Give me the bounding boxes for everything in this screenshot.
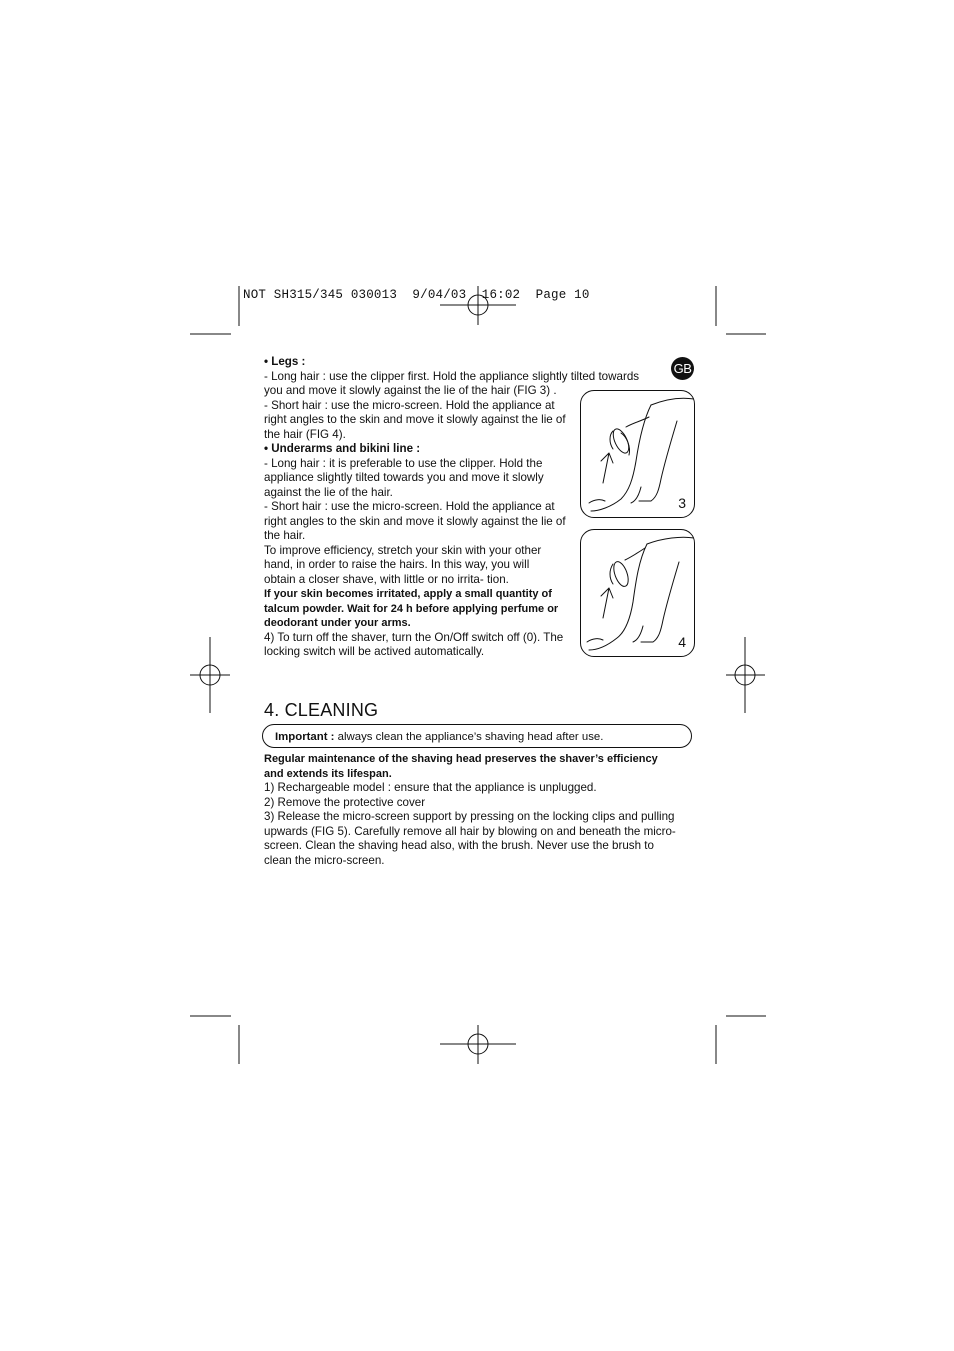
registration-left-icon (190, 637, 230, 713)
cleaning-instructions (264, 752, 684, 868)
leg-shaving-illustration (581, 391, 694, 517)
cleaning-step-3: 3) Release the micro-screen support by pressing on the locking clips and pulling upwards (FIG 5). Carefully remove all hair by blowing on and beneath the micro-screen. Clean the shaving head also, with the brush. Never use the brush to clean the micro-screen. (264, 810, 676, 867)
shaving-instructions (264, 355, 640, 660)
figure-3 (580, 390, 695, 518)
underarms-heading: • Underarms and bikini line : (264, 442, 421, 455)
important-text: always clean the appliance’s shaving head after use. (334, 731, 604, 743)
section-title-cleaning: 4. CLEANING (264, 700, 379, 720)
cleaning-step-1: 1) Rechargeable model : ensure that the appliance is unplugged. (264, 781, 597, 794)
legs-heading: • Legs : (264, 355, 306, 368)
legs-long-hair: - Long hair : use the clipper first. Hold the appliance slightly tilted towards you and move it slowly against the lie of the hair (FIG 3) . (264, 369, 640, 397)
figure-3-number: 3 (678, 495, 686, 511)
registration-right-icon (726, 637, 765, 713)
leg-shaving-illustration (581, 530, 694, 656)
language-badge: GB (671, 357, 694, 380)
irritation-warning: If your skin becomes irritated, apply a small quantity of talcum powder. Wait for 24 h before applying perfume or deodorant under your arms. (264, 588, 559, 629)
important-callout (262, 724, 692, 748)
maintenance-note: Regular maintenance of the shaving head preserves the shaver’s efficiency and extends its lifespan. (264, 753, 658, 780)
important-label: Important : (275, 731, 335, 743)
cleaning-step-2: 2) Remove the protective cover (264, 795, 426, 809)
print-slug-line: NOT SH315/345 030013 9/04/03 16:02 Page 10 (243, 288, 590, 302)
figure-4 (580, 529, 695, 657)
registration-bottom-icon (440, 1025, 516, 1064)
underarms-long-hair: - Long hair : it is preferable to use the clipper. Hold the appliance slightly tilted towards you and move it slowly against the lie of the hair. (264, 456, 544, 499)
legs-short-hair: - Short hair : use the micro-screen. Hold the appliance at right angles to the skin and move it slowly against the lie of the hair (FIG 4). (264, 398, 566, 441)
efficiency-tip: To improve efficiency, stretch your skin with your other hand, in order to raise the hairs. In this way, you will obtain a closer shave, with little or no irrita- tion. (264, 543, 542, 586)
step-4: 4) To turn off the shaver, turn the On/Off switch off (0). The locking switch will be actived automatically. (264, 630, 564, 658)
figure-4-number: 4 (678, 634, 686, 650)
underarms-short-hair: - Short hair : use the micro-screen. Hold the appliance at right angles to the skin and move it slowly against the lie of the hair. (264, 500, 566, 542)
